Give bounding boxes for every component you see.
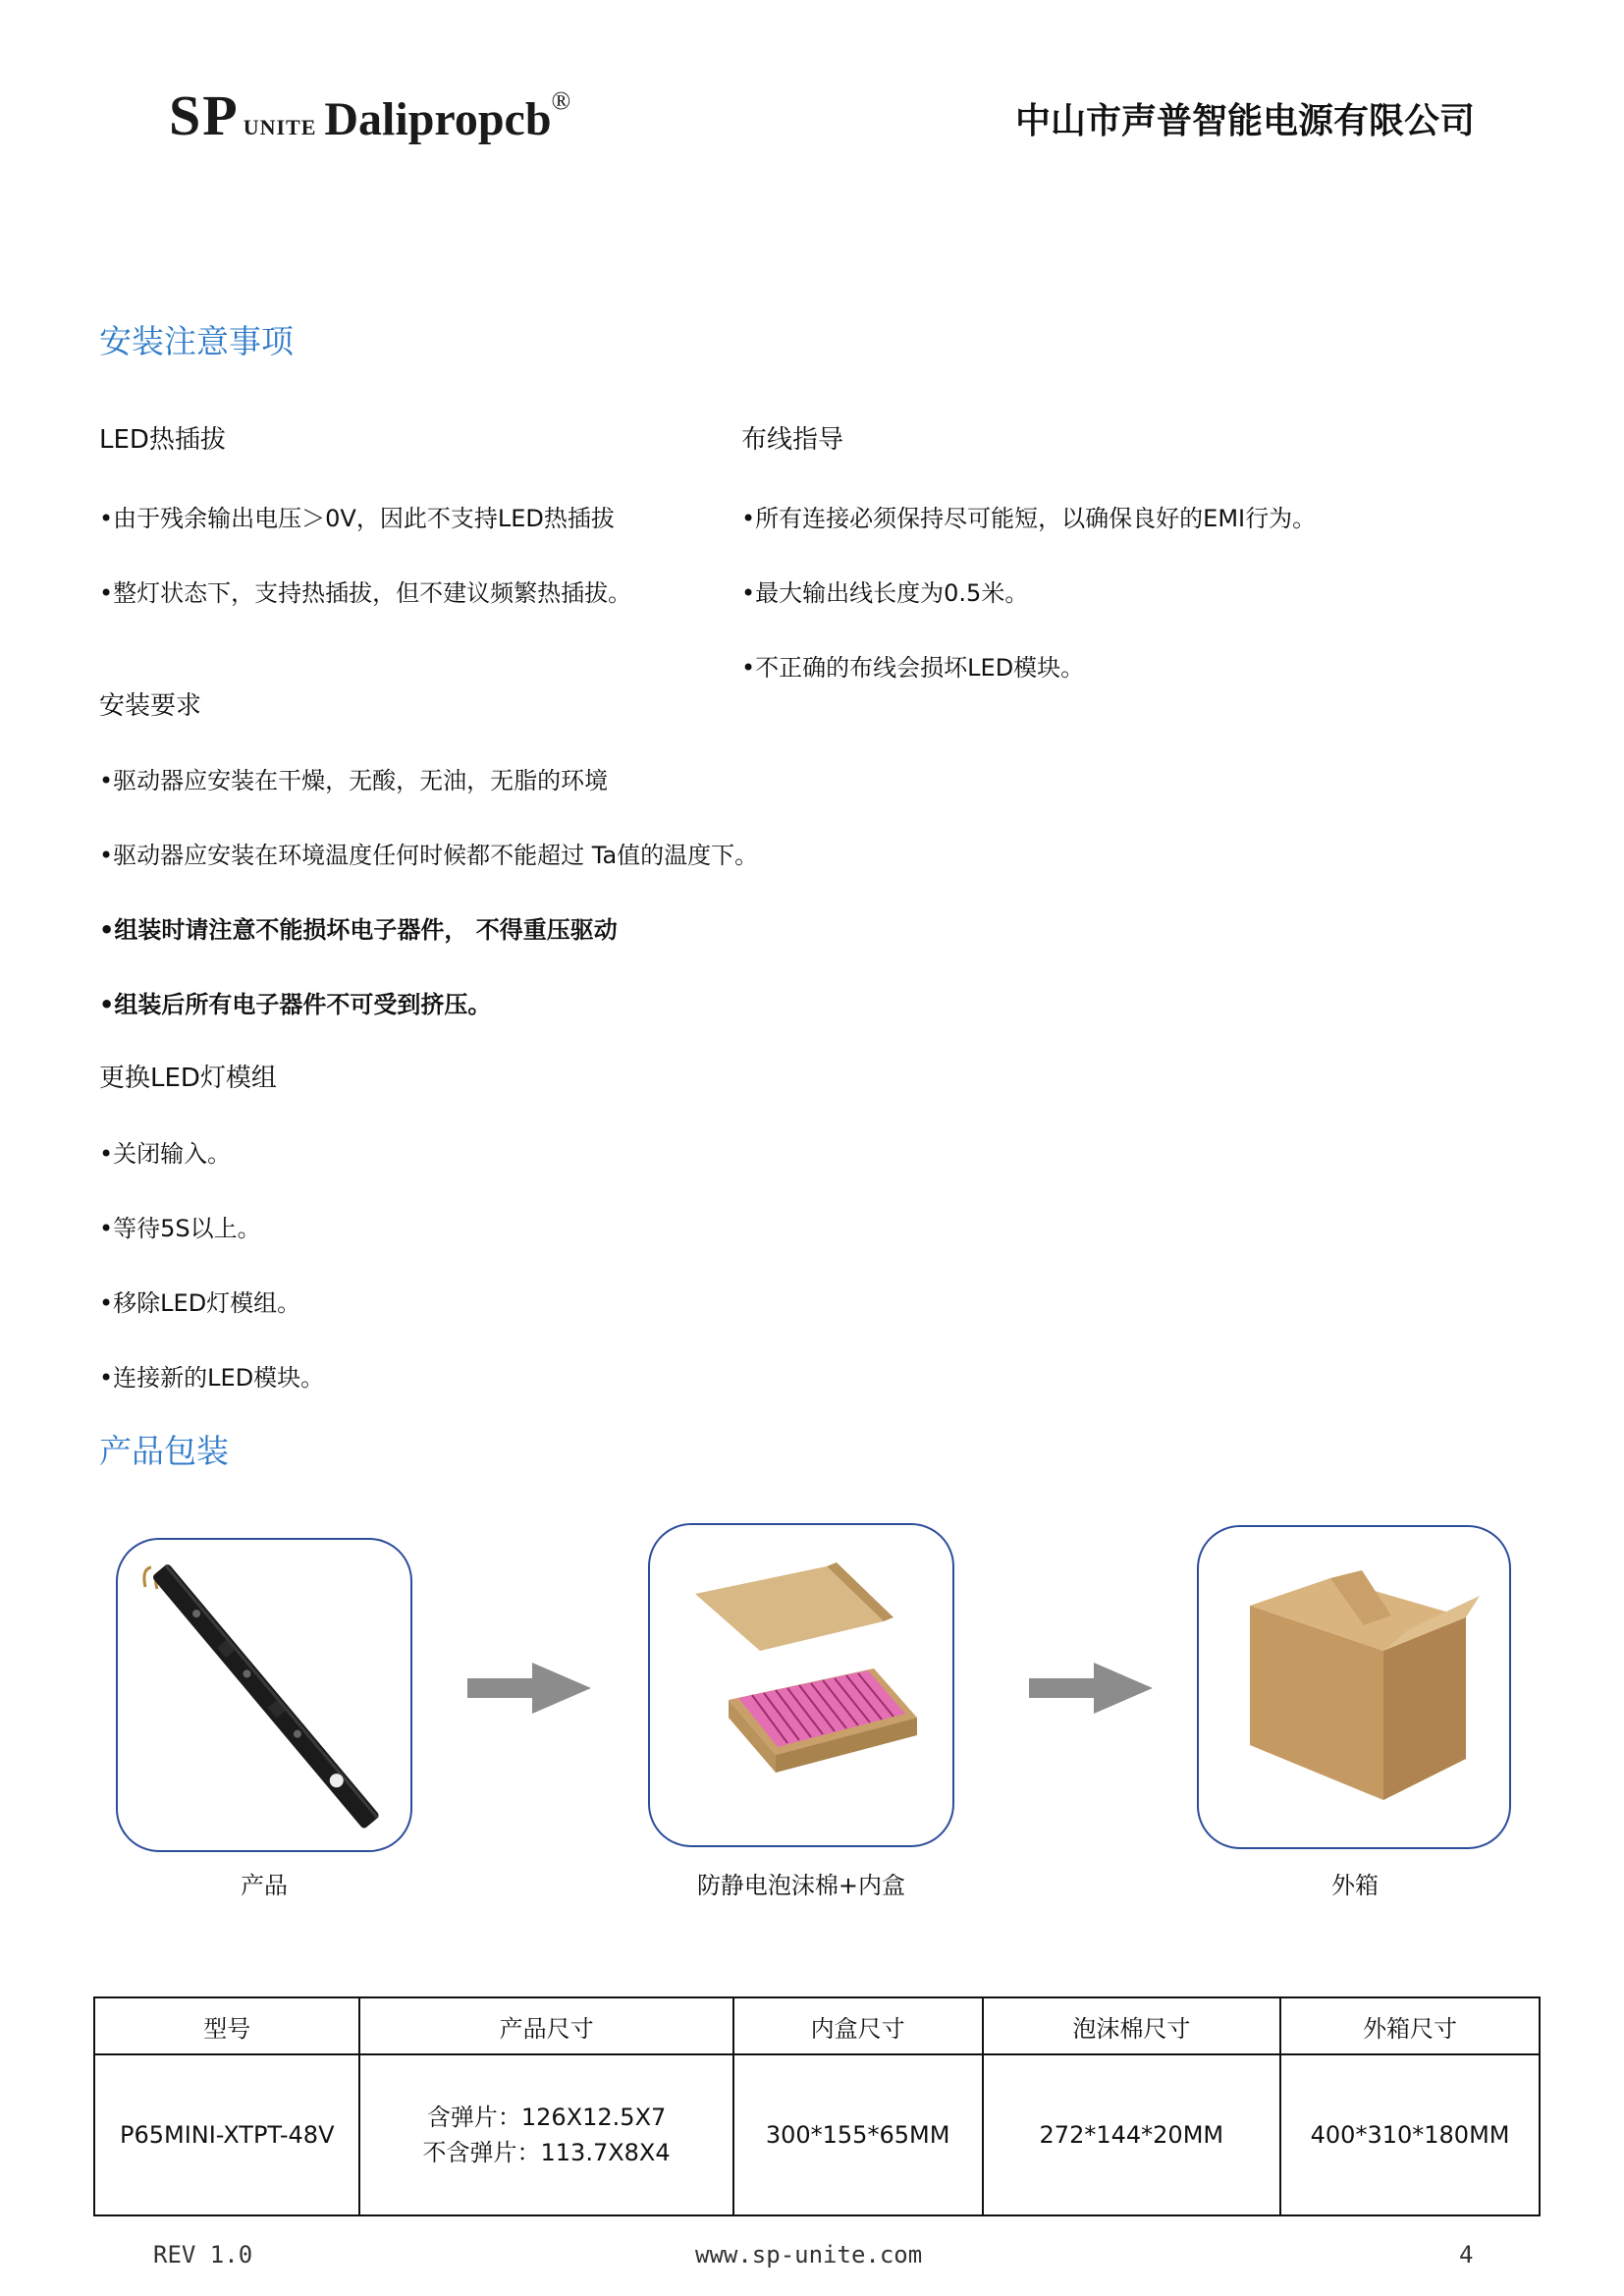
arrow-right-icon xyxy=(467,1663,591,1714)
led-strip-image xyxy=(118,1540,412,1852)
hotplug-item: •整灯状态下，支持热插拔，但不建议频繁热插拔。 xyxy=(99,579,632,607)
cell-foam: 272*144*20MM xyxy=(983,2054,1281,2215)
section-title-packaging: 产品包装 xyxy=(99,1432,229,1470)
footer-revision: REV 1.0 xyxy=(153,2241,253,2269)
step-label-inner-box: 防静电泡沫棉+内盒 xyxy=(696,1872,906,1899)
logo-unite: UNITE xyxy=(243,115,317,139)
hotplug-heading: LED热插拔 xyxy=(99,425,226,455)
inner-box-image-frame xyxy=(648,1523,954,1847)
cell-product-size xyxy=(359,2054,732,2215)
product-image-frame xyxy=(116,1538,412,1852)
requirements-item-bold: •组装后所有电子器件不可受到挤压。 xyxy=(99,991,492,1018)
step-label-outer-box: 外箱 xyxy=(1331,1872,1379,1899)
replace-heading: 更换LED灯模组 xyxy=(99,1064,277,1093)
col-header-inner-box-size: 内盒尺寸 xyxy=(733,1997,983,2054)
col-header-product-size: 产品尺寸 xyxy=(359,1997,732,2054)
replace-item: •移除LED灯模组。 xyxy=(99,1289,301,1317)
outer-box-image-frame xyxy=(1197,1525,1511,1849)
inner-box-image xyxy=(650,1525,954,1847)
footer-website-link[interactable]: www.sp-unite.com xyxy=(695,2241,923,2269)
carton-box-image xyxy=(1199,1527,1511,1849)
table-header-row xyxy=(94,1997,1540,2054)
product-size-with-clip: 含弹片：126X12.5X7 xyxy=(426,2104,667,2131)
company-logo xyxy=(169,82,570,148)
requirements-item: •驱动器应安装在环境温度任何时候都不能超过 Ta值的温度下。 xyxy=(99,842,759,869)
replace-item: •等待5S以上。 xyxy=(99,1215,261,1242)
company-name: 中山市声普智能电源有限公司 xyxy=(1014,101,1475,141)
replace-item: •连接新的LED模块。 xyxy=(99,1364,325,1392)
wiring-item: •所有连接必须保持尽可能短，以确保良好的EMI行为。 xyxy=(741,505,1317,532)
arrow-right-icon xyxy=(1029,1663,1153,1714)
step-label-product: 产品 xyxy=(241,1872,288,1899)
table-row xyxy=(94,2054,1540,2215)
cell-outer-box: 400*310*180MM xyxy=(1280,2054,1540,2215)
col-header-model: 型号 xyxy=(94,1997,359,2054)
logo-brand: Dalipropcb xyxy=(324,93,552,145)
wiring-item: •不正确的布线会损坏LED模块。 xyxy=(741,654,1085,682)
packaging-spec-table xyxy=(93,1996,1541,2216)
logo-sp: SP xyxy=(169,83,240,147)
replace-item: •关闭输入。 xyxy=(99,1140,232,1168)
requirements-heading: 安装要求 xyxy=(99,691,202,721)
requirements-item: •驱动器应安装在干燥，无酸，无油，无脂的环境 xyxy=(99,767,609,794)
section-title-installation: 安装注意事项 xyxy=(99,322,294,360)
wiring-item: •最大输出线长度为0.5米。 xyxy=(741,579,1029,607)
product-size-without-clip: 不含弹片：113.7X8X4 xyxy=(422,2139,671,2166)
requirements-item-bold: •组装时请注意不能损坏电子器件， 不得重压驱动 xyxy=(99,916,618,944)
cell-inner-box: 300*155*65MM xyxy=(733,2054,983,2215)
footer-page-number: 4 xyxy=(1459,2241,1474,2269)
wiring-heading: 布线指导 xyxy=(741,425,844,455)
hotplug-item: •由于残余输出电压＞0V，因此不支持LED热插拔 xyxy=(99,505,615,532)
col-header-outer-box-size: 外箱尺寸 xyxy=(1280,1997,1540,2054)
cell-model: P65MINI-XTPT-48V xyxy=(94,2054,359,2215)
logo-registered-mark: ® xyxy=(551,86,571,115)
col-header-foam-size: 泡沫棉尺寸 xyxy=(983,1997,1281,2054)
